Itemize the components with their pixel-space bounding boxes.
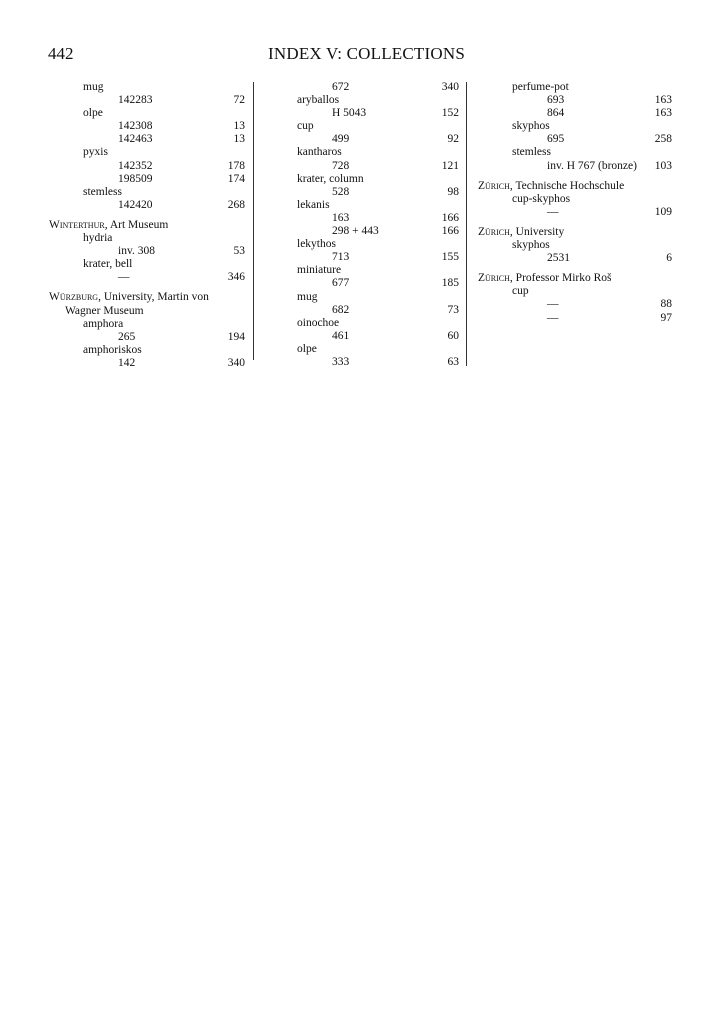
page-reference: 72 xyxy=(233,94,245,107)
vase-shape xyxy=(49,107,245,120)
page-reference: 121 xyxy=(441,159,459,172)
vase-shape xyxy=(49,146,245,159)
vase-shape xyxy=(478,239,672,252)
entry-label: cup xyxy=(297,120,314,133)
entry-gap xyxy=(49,212,245,219)
entry-gap xyxy=(49,284,245,291)
page-reference: 258 xyxy=(654,133,672,146)
inventory-entry xyxy=(263,212,459,225)
vase-shape xyxy=(263,343,459,356)
inventory-entry xyxy=(263,107,459,120)
entry-label: hydria xyxy=(83,232,113,245)
inventory-number: 728 xyxy=(332,159,350,172)
entry-label: mug xyxy=(297,290,318,303)
inventory-number: 298 + 443 xyxy=(332,225,379,238)
collection-name: , University, Martin von xyxy=(98,291,209,304)
page-reference: 53 xyxy=(233,245,245,258)
collection-place: Winterthur xyxy=(49,218,105,231)
collection-place: Zürich xyxy=(478,225,510,238)
vase-shape xyxy=(478,285,672,298)
page-reference: 163 xyxy=(654,94,672,107)
inventory-entry xyxy=(263,133,459,146)
inventory-number: 672 xyxy=(332,81,350,93)
vase-shape xyxy=(49,186,245,199)
inventory-entry xyxy=(263,330,459,343)
inventory-entry xyxy=(478,94,672,107)
inventory-entry xyxy=(49,133,245,146)
inventory-number: 333 xyxy=(332,355,350,368)
inventory-entry xyxy=(478,252,672,265)
inventory-entry xyxy=(49,199,245,212)
vase-shape xyxy=(49,258,245,271)
page-reference: 185 xyxy=(441,277,459,290)
entry-gap xyxy=(478,219,672,226)
inventory-number: 265 xyxy=(118,330,136,343)
entry-label: mug xyxy=(83,81,104,93)
page-reference: 13 xyxy=(233,133,245,146)
inventory-number: 142283 xyxy=(118,94,153,107)
page-reference: 73 xyxy=(447,303,459,316)
running-header xyxy=(0,44,725,70)
page-reference: 166 xyxy=(441,225,459,238)
vase-shape xyxy=(49,81,245,94)
inventory-number: inv. H 767 (bronze) xyxy=(547,159,637,172)
inventory-number: — xyxy=(547,205,559,218)
inventory-entry xyxy=(49,245,245,258)
page-reference: 194 xyxy=(227,330,245,343)
collection-heading xyxy=(478,180,672,193)
vase-shape xyxy=(263,120,459,133)
vase-shape xyxy=(263,238,459,251)
page-reference: 340 xyxy=(227,356,245,369)
page-title: INDEX V: COLLECTIONS xyxy=(268,44,465,63)
inventory-number: 461 xyxy=(332,329,350,342)
page-reference: 178 xyxy=(227,159,245,172)
inventory-number: — xyxy=(118,271,130,284)
inventory-entry xyxy=(263,304,459,317)
inventory-entry xyxy=(49,357,245,370)
inventory-entry xyxy=(49,160,245,173)
inventory-number: 142352 xyxy=(118,159,153,172)
vase-shape xyxy=(49,318,245,331)
inventory-number: — xyxy=(547,311,559,324)
page-reference: 174 xyxy=(227,172,245,185)
page-reference: 103 xyxy=(654,159,672,172)
inventory-entry xyxy=(263,81,459,94)
entry-label: pyxis xyxy=(83,146,108,159)
entry-label: lekanis xyxy=(297,198,330,211)
inventory-number: 528 xyxy=(332,185,350,198)
vase-shape xyxy=(478,146,672,159)
inventory-entry xyxy=(478,160,672,173)
inventory-entry xyxy=(478,107,672,120)
inventory-number: 693 xyxy=(547,94,565,107)
inventory-number: 499 xyxy=(332,133,350,146)
inventory-number: 163 xyxy=(332,211,350,224)
inventory-entry xyxy=(263,160,459,173)
inventory-number: 142420 xyxy=(118,198,153,211)
inventory-entry xyxy=(478,206,672,219)
vase-shape xyxy=(478,81,672,94)
vase-shape xyxy=(263,173,459,186)
collection-heading xyxy=(478,226,672,239)
inventory-entry xyxy=(49,271,245,284)
inventory-number: 142 xyxy=(118,356,136,369)
collection-heading xyxy=(49,219,245,232)
page-reference: 88 xyxy=(660,298,672,311)
vase-shape xyxy=(478,120,672,133)
page-reference: 268 xyxy=(227,198,245,211)
inventory-number: 713 xyxy=(332,251,350,264)
page-reference: 109 xyxy=(654,205,672,218)
entry-label: cup-skyphos xyxy=(512,192,571,205)
collection-heading xyxy=(49,291,245,304)
index-column-1 xyxy=(49,81,245,370)
entry-label: skyphos xyxy=(512,120,550,133)
inventory-number: 142463 xyxy=(118,133,153,146)
inventory-number: H 5043 xyxy=(332,107,367,120)
inventory-number: 695 xyxy=(547,133,565,146)
inventory-entry xyxy=(263,225,459,238)
page-reference: 166 xyxy=(441,211,459,224)
inventory-entry xyxy=(478,298,672,311)
collection-place: Würzburg xyxy=(49,291,99,304)
vase-shape xyxy=(263,317,459,330)
entry-label: miniature xyxy=(297,264,342,277)
vase-shape xyxy=(263,199,459,212)
page-reference: 340 xyxy=(441,81,459,93)
entry-label: cup xyxy=(512,285,529,298)
entry-gap xyxy=(478,265,672,272)
inventory-number: 677 xyxy=(332,277,350,290)
entry-label: stemless xyxy=(83,185,122,198)
inventory-number: 142308 xyxy=(118,120,153,133)
page-reference: 6 xyxy=(666,252,672,265)
entry-label: skyphos xyxy=(512,239,550,252)
vase-shape xyxy=(49,232,245,245)
collection-name: , Technische Hochschule xyxy=(509,179,625,192)
inventory-entry xyxy=(263,277,459,290)
collection-heading-continued xyxy=(49,305,245,318)
page-reference: 155 xyxy=(441,251,459,264)
inventory-entry xyxy=(263,356,459,369)
page-reference: 346 xyxy=(227,271,245,284)
entry-label: amphoriskos xyxy=(83,343,142,356)
entry-label: olpe xyxy=(83,107,103,120)
entry-label: oinochoe xyxy=(297,316,340,329)
page-number: 442 xyxy=(48,44,74,63)
page-reference: 163 xyxy=(654,107,672,120)
collection-place: Zürich xyxy=(478,272,510,285)
inventory-entry xyxy=(49,94,245,107)
entry-gap xyxy=(478,173,672,180)
collection-place: Zürich xyxy=(478,179,510,192)
entry-label: Wagner Museum xyxy=(65,304,144,317)
inventory-number: 864 xyxy=(547,107,565,120)
inventory-entry xyxy=(263,251,459,264)
entry-label: krater, column xyxy=(297,172,364,185)
entry-label: lekythos xyxy=(297,238,336,251)
entry-label: aryballos xyxy=(297,94,340,107)
column-rule-1 xyxy=(253,82,254,360)
collection-name: , Professor Mirko Roš xyxy=(509,272,612,285)
inventory-number: 198509 xyxy=(118,172,153,185)
page-reference: 60 xyxy=(447,329,459,342)
vase-shape xyxy=(263,94,459,107)
entry-label: olpe xyxy=(297,342,317,355)
entry-label: stemless xyxy=(512,146,551,159)
vase-shape xyxy=(263,264,459,277)
page-reference: 98 xyxy=(447,185,459,198)
collection-heading xyxy=(478,272,672,285)
page-reference: 63 xyxy=(447,355,459,368)
entry-label: krater, bell xyxy=(83,258,133,271)
inventory-entry xyxy=(478,312,672,325)
index-column-3 xyxy=(478,81,672,325)
page-reference: 97 xyxy=(660,311,672,324)
entry-label: perfume-pot xyxy=(512,81,569,93)
entry-label: amphora xyxy=(83,317,124,330)
inventory-number: inv. 308 xyxy=(118,245,155,258)
vase-shape xyxy=(263,146,459,159)
inventory-entry xyxy=(49,173,245,186)
index-column-2 xyxy=(263,81,459,369)
vase-shape xyxy=(478,193,672,206)
inventory-number: — xyxy=(547,298,559,311)
page-reference: 92 xyxy=(447,133,459,146)
inventory-number: 2531 xyxy=(547,252,570,265)
inventory-number: 682 xyxy=(332,303,350,316)
vase-shape xyxy=(263,291,459,304)
entry-label: kantharos xyxy=(297,146,342,159)
page-reference: 13 xyxy=(233,120,245,133)
inventory-entry xyxy=(49,120,245,133)
inventory-entry xyxy=(263,186,459,199)
collection-name: , Art Museum xyxy=(104,218,169,231)
page-reference: 152 xyxy=(441,107,459,120)
column-rule-2 xyxy=(466,82,467,366)
inventory-entry xyxy=(49,331,245,344)
collection-name: , University xyxy=(509,225,565,238)
inventory-entry xyxy=(478,133,672,146)
vase-shape xyxy=(49,344,245,357)
